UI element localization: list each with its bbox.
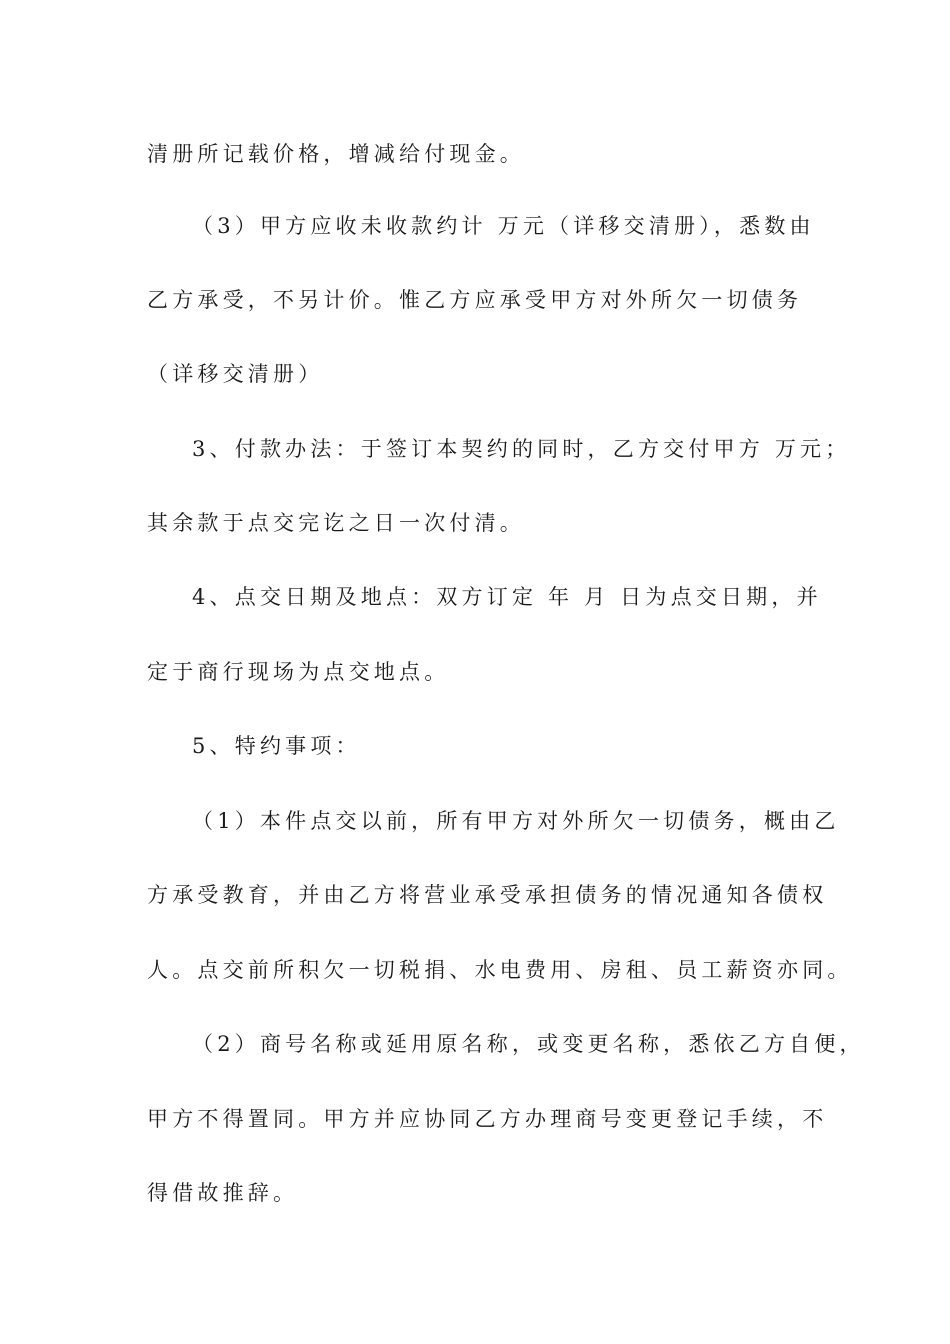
text-line: 甲方不得置同。甲方并应协同乙方办理商号变更登记手续，不 [147, 1107, 828, 1131]
text-line: 其余款于点交完讫之日一次付清。 [147, 511, 525, 535]
text-line: 3、付款办法：于签订本契约的同时，乙方交付甲方 万元； [192, 437, 851, 461]
text-line: 人。点交前所积欠一切税捐、水电费用、房租、员工薪资亦同。 [147, 958, 853, 982]
text-line: 得借故推辞。 [147, 1181, 299, 1205]
text-line: 清册所记载价格，增减给付现金。 [147, 142, 525, 166]
text-line: 5、特约事项： [192, 734, 361, 758]
text-line: 定于商行现场为点交地点。 [147, 660, 450, 684]
text-line: （1）本件点交以前，所有甲方对外所欠一切债务，概由乙 [192, 809, 840, 833]
text-line: 方承受教育，并由乙方将营业承受承担债务的情况通知各债权 [147, 883, 828, 907]
text-line: （详移交清册） [147, 362, 324, 386]
text-line: （2）商号名称或延用原名称，或变更名称，悉依乙方自便， [192, 1032, 865, 1056]
text-line: （3）甲方应收未收款约计 万元（详移交清册），悉数由 [192, 214, 815, 238]
text-line: 4、点交日期及地点：双方订定 年 月 日为点交日期，并 [192, 585, 822, 609]
text-line: 乙方承受，不另计价。惟乙方应承受甲方对外所欠一切债务 [147, 288, 803, 312]
